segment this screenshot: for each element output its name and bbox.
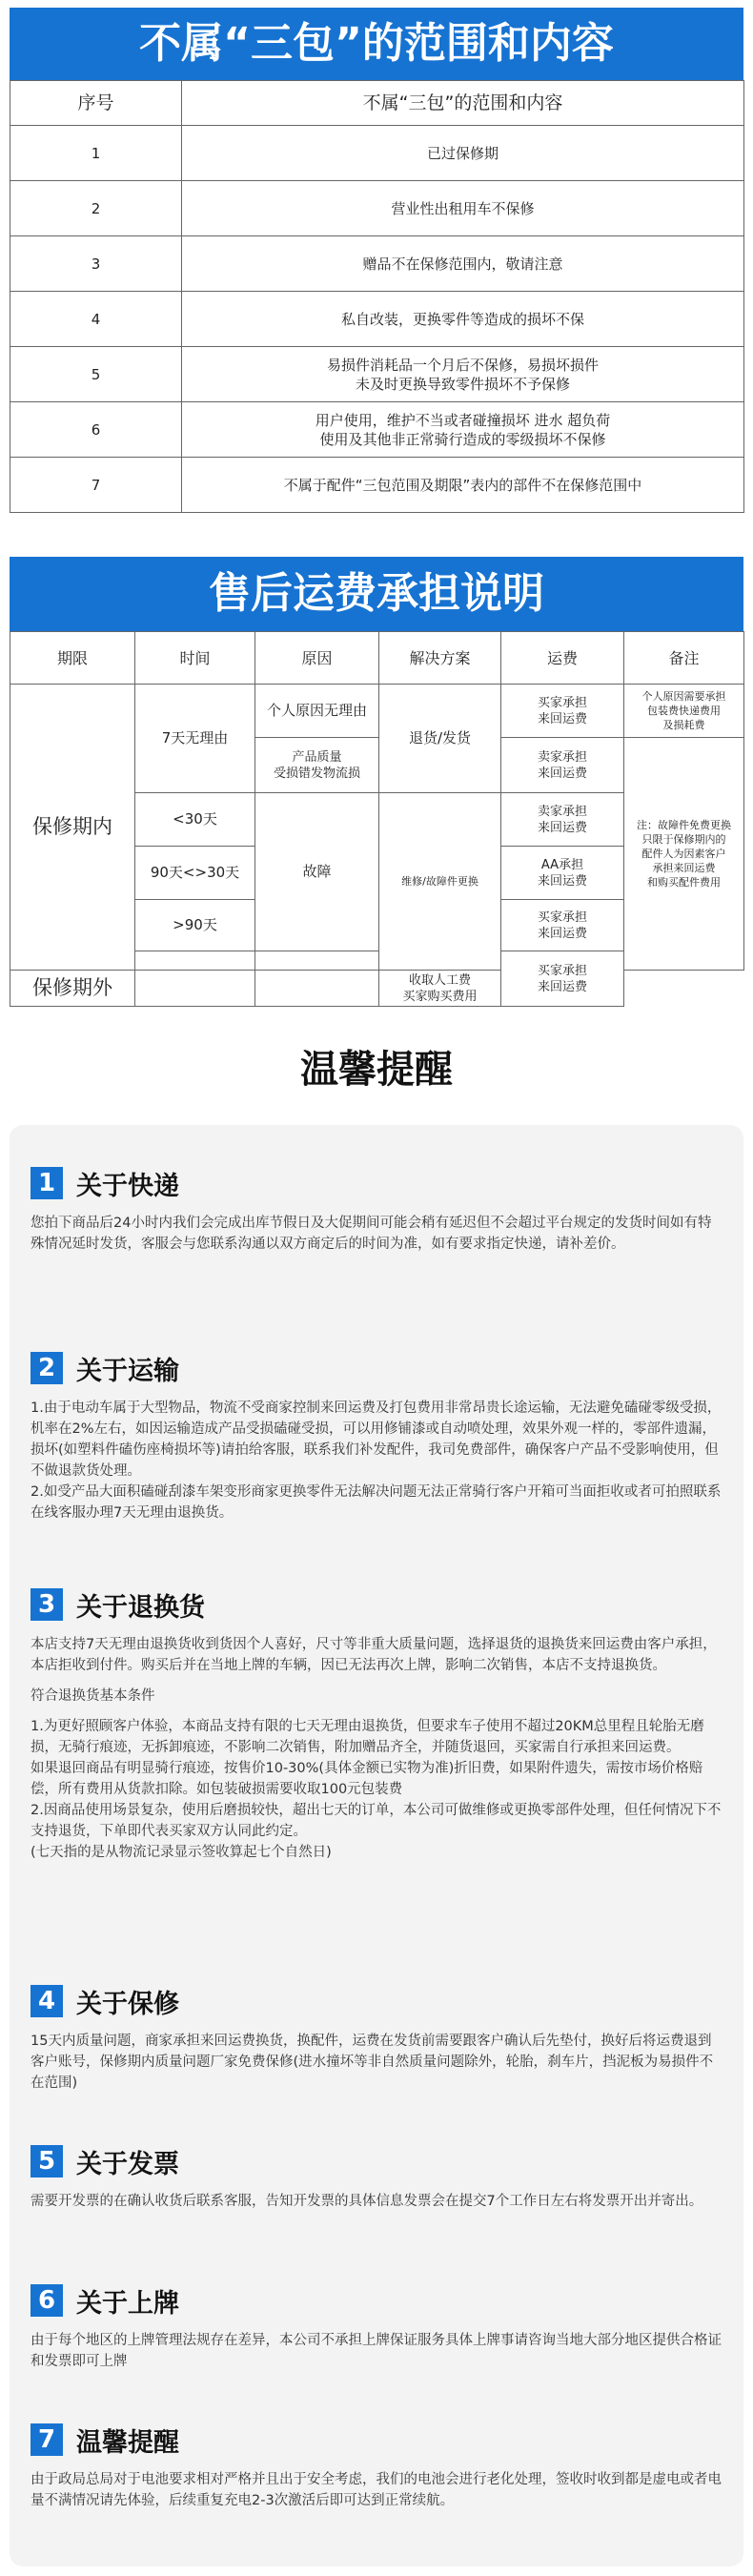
row-number: 7	[10, 458, 182, 513]
reminder-panel	[10, 1125, 743, 2566]
sanbao-rows	[10, 126, 744, 513]
solution-repair: 维修/故障件更换	[379, 793, 501, 971]
row-content: 营业性出租用车不保修	[182, 181, 744, 236]
fee-cell: 卖家承担 来回运费	[501, 793, 624, 847]
row-number: 2	[10, 181, 182, 236]
solution-return: 退货/发货	[379, 685, 501, 793]
table-row	[10, 971, 744, 1007]
section-warranty	[31, 1983, 722, 2094]
section-invoice	[31, 2143, 722, 2212]
table-header-row	[10, 632, 744, 685]
section-body: 15天内质量问题，商家承担来回运费换货，换配件，运费在发货前需要跟客户确认后先垫付，换好后将运费退到客户账号，保修期内质量问题厂家免费保修(进水撞坏等非自然质量问题除外，轮胎，刹车片，挡泥板为易损件不在范围)	[31, 2034, 714, 2091]
row-content: 易损件消耗品一个月后不保修，易损坏损件 未及时更换导致零件损坏不予保修	[182, 347, 744, 402]
section-body: 1.由于电动车属于大型物品，物流不受商家控制来回运费及打包费用非常昂贵长途运输，无法避免磕碰零级受损，机率在2%左右，如因运输造成产品受损磕碰受损，可以用修铺漆或自动喷处理，效果外观一样的，零部件遗漏，损坏(如塑料件磕伤座椅损坏等)请拍给客服，联系我们补发配件，我司免费部件，确保客户产品不受影响使用，但不做退款货处理。 2.如受产品大面积磕碰刮漆车架变形商家更换零件无法解决问题无法正常骑行客户开箱可当面拒收或者可拍照联系在线客服办理7天无理由退换货。	[31, 1400, 722, 1521]
reason-personal: 个人原因无理由	[255, 685, 379, 738]
section-title: 关于退换货	[76, 1592, 205, 1623]
time-empty	[135, 951, 255, 971]
note-fault: 注：故障件免费更换 只限于保修期内的 配件人为因素客户 承担来回运费 和购买配件费用	[624, 738, 744, 971]
header-content: 不属“三包”的范围和内容	[182, 81, 744, 126]
section-number: 3	[31, 1588, 63, 1621]
reason-fault: 故障	[255, 793, 379, 951]
time-7-days: 7天无理由	[135, 685, 255, 793]
row-content: 已过保修期	[182, 126, 744, 181]
header-fee: 运费	[501, 632, 624, 685]
sanbao-banner: 不属“三包”的范围和内容	[10, 8, 743, 80]
section-tips	[31, 2422, 722, 2511]
time-30: <30天	[135, 793, 255, 847]
table-header-row	[10, 81, 744, 126]
sanbao-table	[10, 80, 744, 513]
time-empty	[135, 971, 255, 1007]
header-reason: 原因	[255, 632, 379, 685]
table-row	[10, 126, 744, 181]
section-returns	[31, 1586, 722, 1863]
fee-cell: 买家承担 来回运费	[501, 685, 624, 738]
header-note: 备注	[624, 632, 744, 685]
table-row	[10, 685, 744, 738]
section-number: 4	[31, 1985, 63, 2017]
time-gt-90: >90天	[135, 900, 255, 951]
fee-cell: 买家承担 来回运费	[501, 951, 624, 1007]
section-body: 由于每个地区的上牌管理法规存在差异，本公司不承担上牌保证服务具体上牌事请咨询当地大部分地区提供合格证和发票即可上牌	[31, 2333, 722, 2369]
section-title: 温馨提醒	[76, 2427, 179, 2458]
reason-empty	[255, 951, 379, 971]
section-body: 由于政局总局对于电池要求相对严格并且出于安全考虑，我们的电池会进行老化处理，签收时收到都是虚电或者电量不满情况请先体验，后续重复充电2-3次激活后即可达到正常续航。	[31, 2472, 722, 2508]
section-title: 关于运输	[76, 1356, 179, 1386]
note-labor: 收取人工费 买家购买费用	[379, 971, 501, 1007]
row-number: 5	[10, 347, 182, 402]
shipping-banner: 售后运费承担说明	[10, 557, 743, 631]
row-content: 不属于配件“三包范围及期限”表内的部件不在保修范围中	[182, 458, 744, 513]
period-out-warranty: 保修期外	[10, 971, 135, 1007]
table-row	[10, 292, 744, 347]
section-body: 您拍下商品后24小时内我们会完成出库节假日及大促期间可能会稍有延迟但不会超过平台规定的发货时间如有特殊情况延时发货，客服会与您联系沟通以双方商定后的时间为准，如有要求指定快递，请补差价。	[31, 1216, 712, 1252]
row-content: 用户使用，维护不当或者碰撞损坏 进水 超负荷 使用及其他非正常骑行造成的零级损坏不保修	[182, 402, 744, 458]
shipping-table	[10, 631, 744, 1007]
section-number: 7	[31, 2423, 63, 2456]
row-number: 3	[10, 236, 182, 292]
table-row	[10, 236, 744, 292]
section-express	[31, 1165, 722, 1255]
header-period: 期限	[10, 632, 135, 685]
note-personal: 个人原因需要承担 包装费快递费用 及损耗费	[624, 685, 744, 738]
section-registration	[31, 2282, 722, 2372]
section-number: 6	[31, 2284, 63, 2317]
row-number: 6	[10, 402, 182, 458]
fee-cell: 卖家承担 来回运费	[501, 738, 624, 793]
fee-cell: AA承担 来回运费	[501, 847, 624, 900]
section-number: 5	[31, 2145, 63, 2177]
row-number: 4	[10, 292, 182, 347]
section-title: 关于上牌	[76, 2288, 179, 2319]
section-body: 本店支持7天无理由退换货收到货因个人喜好，尺寸等非重大质量问题，选择退货的退换货来回运费由客户承担，本店拒收到付件。购买后并在当地上牌的车辆，因已无法再次上牌，影响二次销售，本店不支持退换货。 符合退换货基本条件 1.为更好照顾客户体验，本商品支持有限的七天无理由退换货，但要求车子使用不超过20KM总里程且轮胎无磨损，无骑行痕迹，无拆卸痕迹，不影响二次销售，附加赠品齐全，并随货退回，买家需自行承担来回运费。 如果退回商品有明显骑行痕迹，按售价10-30%(具体金额已实物为准)折旧费，如果附件遗失，需按市场价格赔偿，所有费用从货款扣除。如包装破损需要收取100元包装费 2.因商品使用场景复杂，使用后磨损较快，超出七天的订单，本公司可做维修或更换零部件处理，但任何情况下不支持退货，下单即代表买家双方认同此约定。 (七天指的是从物流记录显示签收算起七个自然日)	[31, 1637, 722, 1860]
time-90: 90天<>30天	[135, 847, 255, 900]
table-row	[10, 458, 744, 513]
section-title: 关于保修	[76, 1989, 179, 2019]
period-in-warranty: 保修期内	[10, 685, 135, 971]
fee-cell: 买家承担 来回运费	[501, 900, 624, 951]
header-solution: 解决方案	[379, 632, 501, 685]
header-no: 序号	[10, 81, 182, 126]
section-title: 关于发票	[76, 2149, 179, 2179]
section-number: 1	[31, 1167, 63, 1199]
table-row	[10, 181, 744, 236]
header-time: 时间	[135, 632, 255, 685]
section-number: 2	[31, 1352, 63, 1384]
row-number: 1	[10, 126, 182, 181]
table-row	[10, 402, 744, 458]
section-title: 关于快递	[76, 1171, 179, 1201]
row-content: 赠品不在保修范围内，敬请注意	[182, 236, 744, 292]
reminder-title: 温馨提醒	[300, 1048, 453, 1092]
row-content: 私自改装，更换零件等造成的损坏不保	[182, 292, 744, 347]
section-body: 需要开发票的在确认收货后联系客服，告知开发票的具体信息发票会在提交7个工作日左右将发票开出并寄出。	[31, 2194, 703, 2209]
reason-damage: 产品质量 受损错发物流损	[255, 738, 379, 793]
table-row	[10, 347, 744, 402]
reason-empty	[255, 971, 379, 1007]
section-transport	[31, 1350, 722, 1523]
